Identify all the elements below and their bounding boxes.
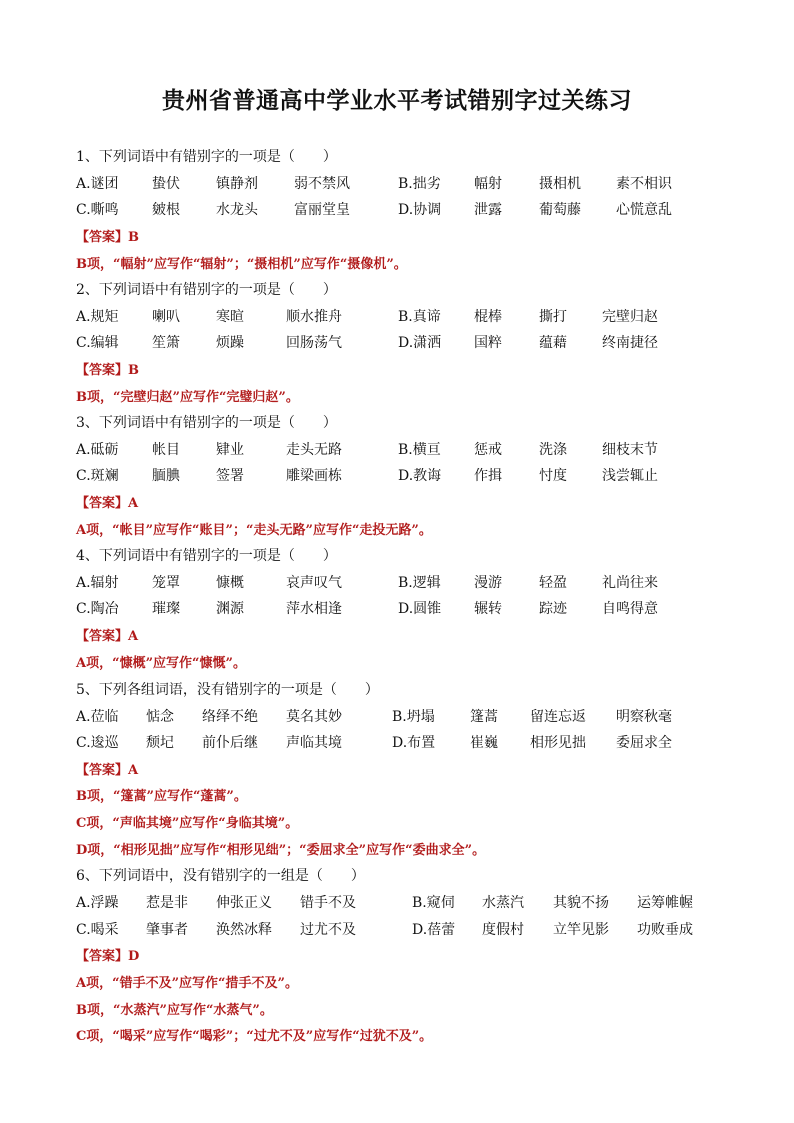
option-word: B.坍塌	[392, 709, 435, 725]
option-word: 棍棒	[474, 309, 502, 325]
option-word: 漫游	[474, 575, 502, 591]
explanation: B项，“篷蒿”应写作“蓬蒿”。	[76, 789, 247, 804]
option-word: 浅尝辄止	[602, 468, 658, 484]
option-word: 皴根	[152, 202, 180, 218]
option-row	[76, 306, 716, 326]
option-word: 明察秋毫	[616, 709, 672, 725]
option-word: 弱不禁风	[294, 176, 350, 192]
question-stem: 5、下列各组词语，没有错别字的一项是（ ）	[76, 682, 379, 698]
option-word: 声临其境	[286, 735, 342, 751]
option-word: 崔巍	[470, 735, 498, 751]
option-word: 寒暄	[216, 309, 244, 325]
option-word: D.布置	[392, 735, 436, 751]
option-word: B.横亘	[398, 442, 441, 458]
option-word: 帐目	[152, 442, 180, 458]
option-word: 撕打	[539, 309, 567, 325]
answer-label: 【答案】A	[76, 496, 139, 511]
option-word: A.辐射	[76, 575, 119, 591]
option-word: 喇叭	[152, 309, 180, 325]
option-word: 洗涤	[539, 442, 567, 458]
question-stem: 1、下列词语中有错别字的一项是（ ）	[76, 149, 337, 165]
explanation: B项，“幅射”应写作“辐射”；“摄相机”应写作“摄像机”。	[76, 257, 407, 272]
option-word: 完壁归赵	[602, 309, 658, 325]
answer-label: 【答案】A	[76, 629, 139, 644]
option-word: D.蓓蕾	[412, 922, 456, 938]
option-row	[76, 572, 716, 592]
answer-label: 【答案】D	[76, 949, 140, 964]
option-word: D.教诲	[398, 468, 442, 484]
option-word: 络绎不绝	[202, 709, 258, 725]
option-word: 自鸣得意	[602, 601, 658, 617]
option-word: A.砥砺	[76, 442, 119, 458]
option-word: 留连忘返	[530, 709, 586, 725]
option-word: 雕梁画栋	[286, 468, 342, 484]
explanation: D项，“相形见拙”应写作“相形见绌”；“委屈求全”应写作“委曲求全”。	[76, 843, 486, 858]
option-word: C.编辑	[76, 335, 119, 351]
option-word: 颓圮	[146, 735, 174, 751]
option-word: 错手不及	[300, 895, 356, 911]
option-word: 惦念	[146, 709, 174, 725]
option-word: 莫名其妙	[286, 709, 342, 725]
option-word: B.窥伺	[412, 895, 455, 911]
option-word: 礼尚往来	[602, 575, 658, 591]
option-word: 葡萄藤	[539, 202, 581, 218]
answer-label: 【答案】B	[76, 230, 139, 245]
option-row	[76, 173, 716, 193]
option-word: 轻盈	[539, 575, 567, 591]
option-word: 伸张正义	[216, 895, 272, 911]
option-word: 镇静剂	[216, 176, 258, 192]
option-word: 辗转	[474, 601, 502, 617]
option-word: C.喝采	[76, 922, 119, 938]
option-word: 慷概	[216, 575, 244, 591]
option-word: 走头无路	[286, 442, 342, 458]
option-word: 其貌不扬	[553, 895, 609, 911]
explanation: A项，“帐目”应写作“账目”；“走头无路”应写作“走投无路”。	[76, 523, 432, 538]
option-word: 度假村	[482, 922, 524, 938]
option-row	[76, 332, 716, 352]
option-word: 笼罩	[152, 575, 180, 591]
option-word: 哀声叹气	[286, 575, 342, 591]
option-word: 作揖	[474, 468, 502, 484]
option-word: 运筹帷幄	[637, 895, 693, 911]
option-row	[76, 892, 716, 912]
explanation: B项，“水蒸汽”应写作“水蒸气”。	[76, 1003, 273, 1018]
option-word: 富丽堂皇	[294, 202, 350, 218]
option-word: D.协调	[398, 202, 442, 218]
option-word: 踪迹	[539, 601, 567, 617]
option-word: 惹是非	[146, 895, 188, 911]
option-word: 功败垂成	[637, 922, 693, 938]
question-stem: 6、下列词语中，没有错别字的一组是（ ）	[76, 868, 365, 884]
option-word: 肄业	[216, 442, 244, 458]
explanation: A项，“慷概”应写作“慷慨”。	[76, 656, 246, 671]
explanation: C项，“声临其境”应写作“身临其境”。	[76, 816, 299, 831]
question-stem: 2、下列词语中有错别字的一项是（ ）	[76, 282, 337, 298]
option-word: C.逡巡	[76, 735, 119, 751]
explanation: B项，“完壁归赵”应写作“完璧归赵”。	[76, 390, 299, 405]
option-word: 心慌意乱	[616, 202, 672, 218]
option-word: D.圆锥	[398, 601, 442, 617]
option-word: 涣然冰释	[216, 922, 272, 938]
option-word: 水蒸汽	[482, 895, 524, 911]
option-row	[76, 465, 716, 485]
option-word: 惩戒	[474, 442, 502, 458]
option-word: B.逻辑	[398, 575, 441, 591]
option-word: 前仆后继	[202, 735, 258, 751]
option-word: B.拙劣	[398, 176, 441, 192]
option-row	[76, 706, 716, 726]
option-word: 素不相识	[616, 176, 672, 192]
option-row	[76, 439, 716, 459]
option-row	[76, 598, 716, 618]
option-word: 委屈求全	[616, 735, 672, 751]
page-title: 贵州省普通高中学业水平考试错别字过关练习	[162, 87, 632, 114]
option-row	[76, 732, 716, 752]
option-word: D.潇洒	[398, 335, 442, 351]
option-word: 泄露	[474, 202, 502, 218]
option-word: 国粹	[474, 335, 502, 351]
answer-label: 【答案】A	[76, 763, 139, 778]
option-word: C.嘶鸣	[76, 202, 119, 218]
option-word: 过尤不及	[300, 922, 356, 938]
option-word: A.谜团	[76, 176, 119, 192]
explanation: C项，“喝采”应写作“喝彩”；“过尤不及”应写作“过犹不及”。	[76, 1029, 433, 1044]
option-word: 璀璨	[152, 601, 180, 617]
option-word: 腼腆	[152, 468, 180, 484]
explanation: A项，“错手不及”应写作“措手不及”。	[76, 976, 298, 991]
option-word: 蛰伏	[152, 176, 180, 192]
option-word: 忖度	[539, 468, 567, 484]
option-word: 相形见拙	[530, 735, 586, 751]
option-word: 签署	[216, 468, 244, 484]
option-word: 烦躁	[216, 335, 244, 351]
option-word: 篷蒿	[470, 709, 498, 725]
question-stem: 4、下列词语中有错别字的一项是（ ）	[76, 548, 337, 564]
option-word: 笙箫	[152, 335, 180, 351]
option-word: 终南捷径	[602, 335, 658, 351]
option-word: B.真谛	[398, 309, 441, 325]
option-word: A.浮躁	[76, 895, 119, 911]
question-stem: 3、下列词语中有错别字的一项是（ ）	[76, 415, 337, 431]
option-word: C.陶冶	[76, 601, 119, 617]
option-word: 回肠荡气	[286, 335, 342, 351]
option-word: 幅射	[474, 176, 502, 192]
option-word: C.斑斓	[76, 468, 119, 484]
option-word: A.莅临	[76, 709, 119, 725]
option-row	[76, 199, 716, 219]
option-row	[76, 919, 716, 939]
option-word: 肇事者	[146, 922, 188, 938]
option-word: 蕴藉	[539, 335, 567, 351]
option-word: 细枝末节	[602, 442, 658, 458]
option-word: 萍水相逢	[286, 601, 342, 617]
option-word: 顺水推舟	[286, 309, 342, 325]
option-word: A.规矩	[76, 309, 119, 325]
answer-label: 【答案】B	[76, 363, 139, 378]
option-word: 立竿见影	[553, 922, 609, 938]
option-word: 水龙头	[216, 202, 258, 218]
option-word: 渊源	[216, 601, 244, 617]
option-word: 摄相机	[539, 176, 581, 192]
